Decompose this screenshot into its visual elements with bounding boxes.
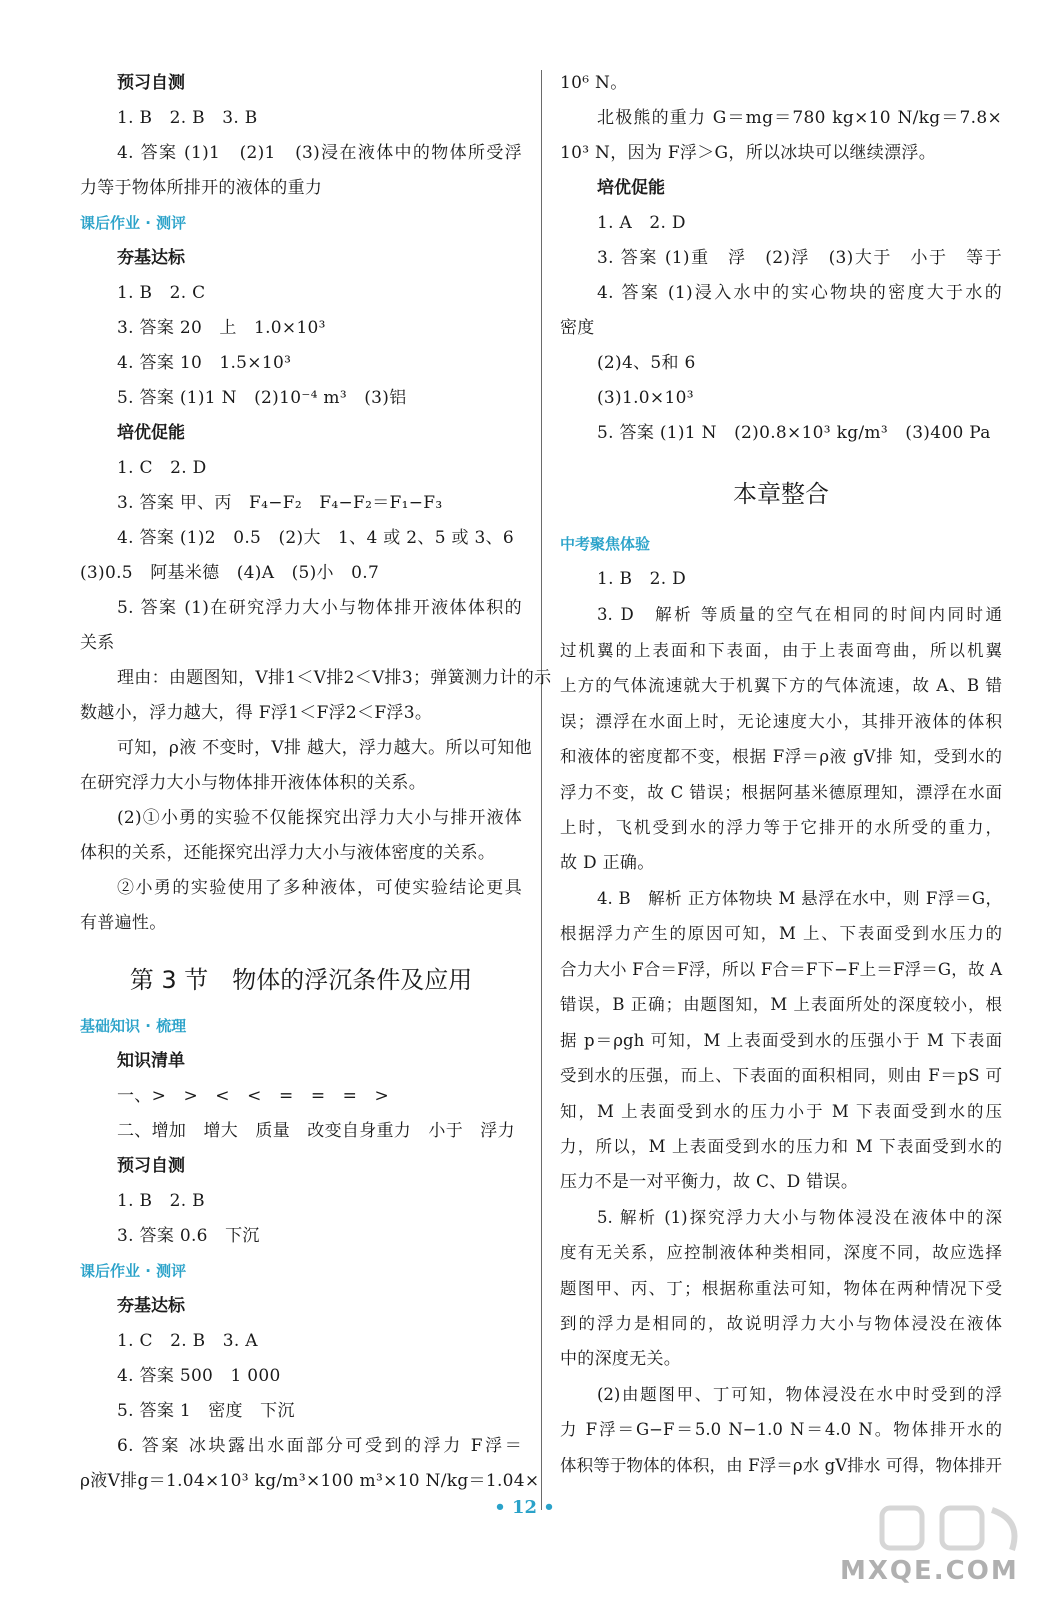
subheading: 培优促能: [597, 178, 665, 198]
subheading: 预习自测: [117, 73, 185, 93]
text-line: 误；漂浮在水面上时，无论速度大小，其排开液体的体积: [560, 711, 1002, 731]
left-column: [80, 66, 552, 1499]
text-line: 1. B 2. D: [597, 569, 687, 589]
text-line: 合力大小 F合＝F浮，所以 F合＝F下−F上＝F浮＝G，故 A: [560, 959, 1002, 979]
text-line: 压力不是一对平衡力，故 C、D 错误。: [560, 1171, 859, 1192]
text-line: 4. 答案 (1)浸入水中的实心物块的密度大于水的: [597, 283, 1002, 303]
text-line: 题图甲、丙、丁；根据称重法可知，物体在两种情况下受: [560, 1278, 1002, 1298]
text-line: 3. 答案 20 上 1.0×10³: [117, 318, 326, 338]
text-line: 上时，飞机受到水的浮力等于它排开的水所受的重力，: [560, 818, 1002, 837]
text-line: (3)0.5 阿基米德 (4)A (5)小 0.7: [80, 563, 380, 583]
subheading: 夯基达标: [117, 248, 185, 268]
text-line: 3. 答案 甲、丙 F₄−F₂ F₄−F₂＝F₁−F₃: [117, 493, 443, 513]
text-line: 10³ N，因为 F浮＞G，所以冰块可以继续漂浮。: [560, 143, 937, 163]
text-line: 体积等于物体的体积，由 F浮＝ρ水 gV排水 可得，物体排开: [560, 1455, 1002, 1475]
subheading: 知识清单: [117, 1051, 185, 1071]
text-line: ρ液V排g＝1.04×10³ kg/m³×100 m³×10 N/kg＝1.04×: [80, 1471, 540, 1491]
text-line: 4. 答案 500 1 000: [117, 1366, 281, 1386]
category-heading: 课后作业 · 测评: [80, 1262, 187, 1280]
text-line: 北极熊的重力 G＝mg＝780 kg×10 N/kg＝7.8×: [597, 108, 1002, 128]
subheading: 夯基达标: [117, 1296, 185, 1316]
text-line: 一、> > < < = = = >: [117, 1086, 390, 1106]
text-line: 力等于物体所排开的液体的重力: [80, 178, 323, 198]
text-line: (2)4、5和 6: [597, 353, 696, 373]
text-line: 数越小，浮力越大，得 F浮1＜F浮2＜F浮3。: [80, 703, 433, 723]
subheading: 预习自测: [117, 1156, 185, 1176]
text-line: 4. 答案 (1)1 (2)1 (3)浸在液体中的物体所受浮: [117, 143, 522, 163]
text-line: 1. A 2. D: [597, 213, 686, 233]
text-line: 1. C 2. B 3. A: [117, 1331, 258, 1351]
text-line: 力，所以，M 上表面受到水的压力和 M 下表面受到水的: [560, 1137, 1002, 1156]
text-line: 有普遍性。: [80, 913, 167, 933]
section-title: 第 3 节 物体的浮沉条件及应用: [129, 966, 473, 994]
subheading: 培优促能: [117, 423, 185, 443]
text-line: 5. 解析 (1)探究浮力大小与物体浸没在液体中的深: [597, 1207, 1002, 1227]
text-line: 受到水的压强，而上、下表面的面积相同，则由 F＝pS 可: [560, 1066, 1002, 1085]
section-title: 本章整合: [733, 480, 829, 508]
text-line: 1. B 2. B 3. B: [117, 108, 258, 128]
text-line: 4. B 解析 正方体物块 M 悬浮在水中，则 F浮＝G，: [597, 888, 1002, 908]
text-line: 关系: [80, 633, 115, 653]
text-line: 1. C 2. D: [117, 458, 207, 478]
text-line: 错误，B 正确；由题图知，M 上表面所处的深度较小，根: [560, 995, 1002, 1014]
text-line: 5. 答案 1 密度 下沉: [117, 1401, 295, 1421]
category-heading: 课后作业 · 测评: [80, 214, 187, 232]
page-number: • 12 •: [494, 1497, 555, 1518]
text-line: 5. 答案 (1)在研究浮力大小与物体排开液体体积的: [117, 598, 522, 618]
watermark-text: MXQE.COM: [840, 1556, 1019, 1586]
text-line: ②小勇的实验使用了多种液体，可使实验结论更具: [117, 878, 522, 898]
text-line: 中的深度无关。: [560, 1348, 682, 1369]
text-line: 密度: [560, 318, 595, 338]
text-line: 据 p＝ρgh 可知，M 上表面受到水的压强小于 M 下表面: [560, 1030, 1002, 1050]
text-line: 故 D 正确。: [560, 852, 655, 873]
text-line: 根据浮力产生的原因可知，M 上、下表面受到水压力的: [560, 924, 1002, 943]
text-line: (3)1.0×10³: [597, 388, 694, 408]
text-line: 4. 答案 10 1.5×10³: [117, 353, 292, 373]
text-line: 可知，ρ液 不变时，V排 越大，浮力越大。所以可知他: [117, 738, 532, 758]
text-line: 二、增加 增大 质量 改变自身重力 小于 浮力: [117, 1121, 515, 1141]
text-line: 4. 答案 (1)2 0.5 (2)大 1、4 或 2、5 或 3、6: [117, 528, 515, 548]
text-line: 理由：由题图知，V排1＜V排2＜V排3；弹簧测力计的示: [117, 668, 552, 688]
text-line: 6. 答案 冰块露出水面部分可受到的浮力 F浮＝: [117, 1436, 522, 1456]
text-line: 和液体的密度都不变，根据 F浮＝ρ液 gV排 知，受到水的: [560, 747, 1002, 766]
text-line: 3. D 解析 等质量的空气在相同的时间内同时通: [597, 605, 1002, 624]
text-line: 1. B 2. B: [117, 1191, 205, 1211]
text-line: 3. 答案 0.6 下沉: [117, 1226, 260, 1246]
text-line: 5. 答案 (1)1 N (2)10⁻⁴ m³ (3)铝: [117, 388, 407, 408]
text-line: 在研究浮力大小与物体排开液体体积的关系。: [80, 773, 426, 793]
text-line: 3. 答案 (1)重 浮 (2)浮 (3)大于 小于 等于: [597, 248, 1002, 268]
text-line: 1. B 2. C: [117, 283, 206, 303]
right-column: [560, 66, 1002, 1483]
text-line: 体积的关系，还能探究出浮力大小与液体密度的关系。: [80, 843, 496, 863]
text-line: 知，M 上表面受到水的压力小于 M 下表面受到水的压: [560, 1101, 1002, 1121]
text-line: 到的浮力是相同的，故说明浮力大小与物体浸没在液体: [560, 1314, 1002, 1333]
category-heading: 基础知识 · 梳理: [80, 1017, 187, 1035]
text-line: 10⁶ N。: [560, 73, 628, 93]
text-line: 5. 答案 (1)1 N (2)0.8×10³ kg/m³ (3)400 Pa: [597, 423, 991, 443]
text-line: 力 F浮＝G−F＝5.0 N−1.0 N＝4.0 N。物体排开水的: [560, 1420, 1002, 1439]
text-line: 度有无关系，应控制液体种类相同，深度不同，故应选择: [560, 1243, 1002, 1262]
text-line: 过机翼的上表面和下表面，由于上表面弯曲，所以机翼: [560, 640, 1002, 660]
text-line: (2)①小勇的实验不仅能探究出浮力大小与排开液体: [117, 808, 522, 828]
text-line: 上方的气体流速就大于机翼下方的气体流速，故 A、B 错: [560, 676, 1002, 695]
column-divider: [541, 70, 542, 1510]
text-line: (2)由题图甲、丁可知，物体浸没在水中时受到的浮: [597, 1384, 1002, 1404]
category-heading: 中考聚焦体验: [560, 535, 651, 553]
text-line: 浮力不变，故 C 错误；根据阿基米德原理知，漂浮在水面: [560, 782, 1002, 802]
